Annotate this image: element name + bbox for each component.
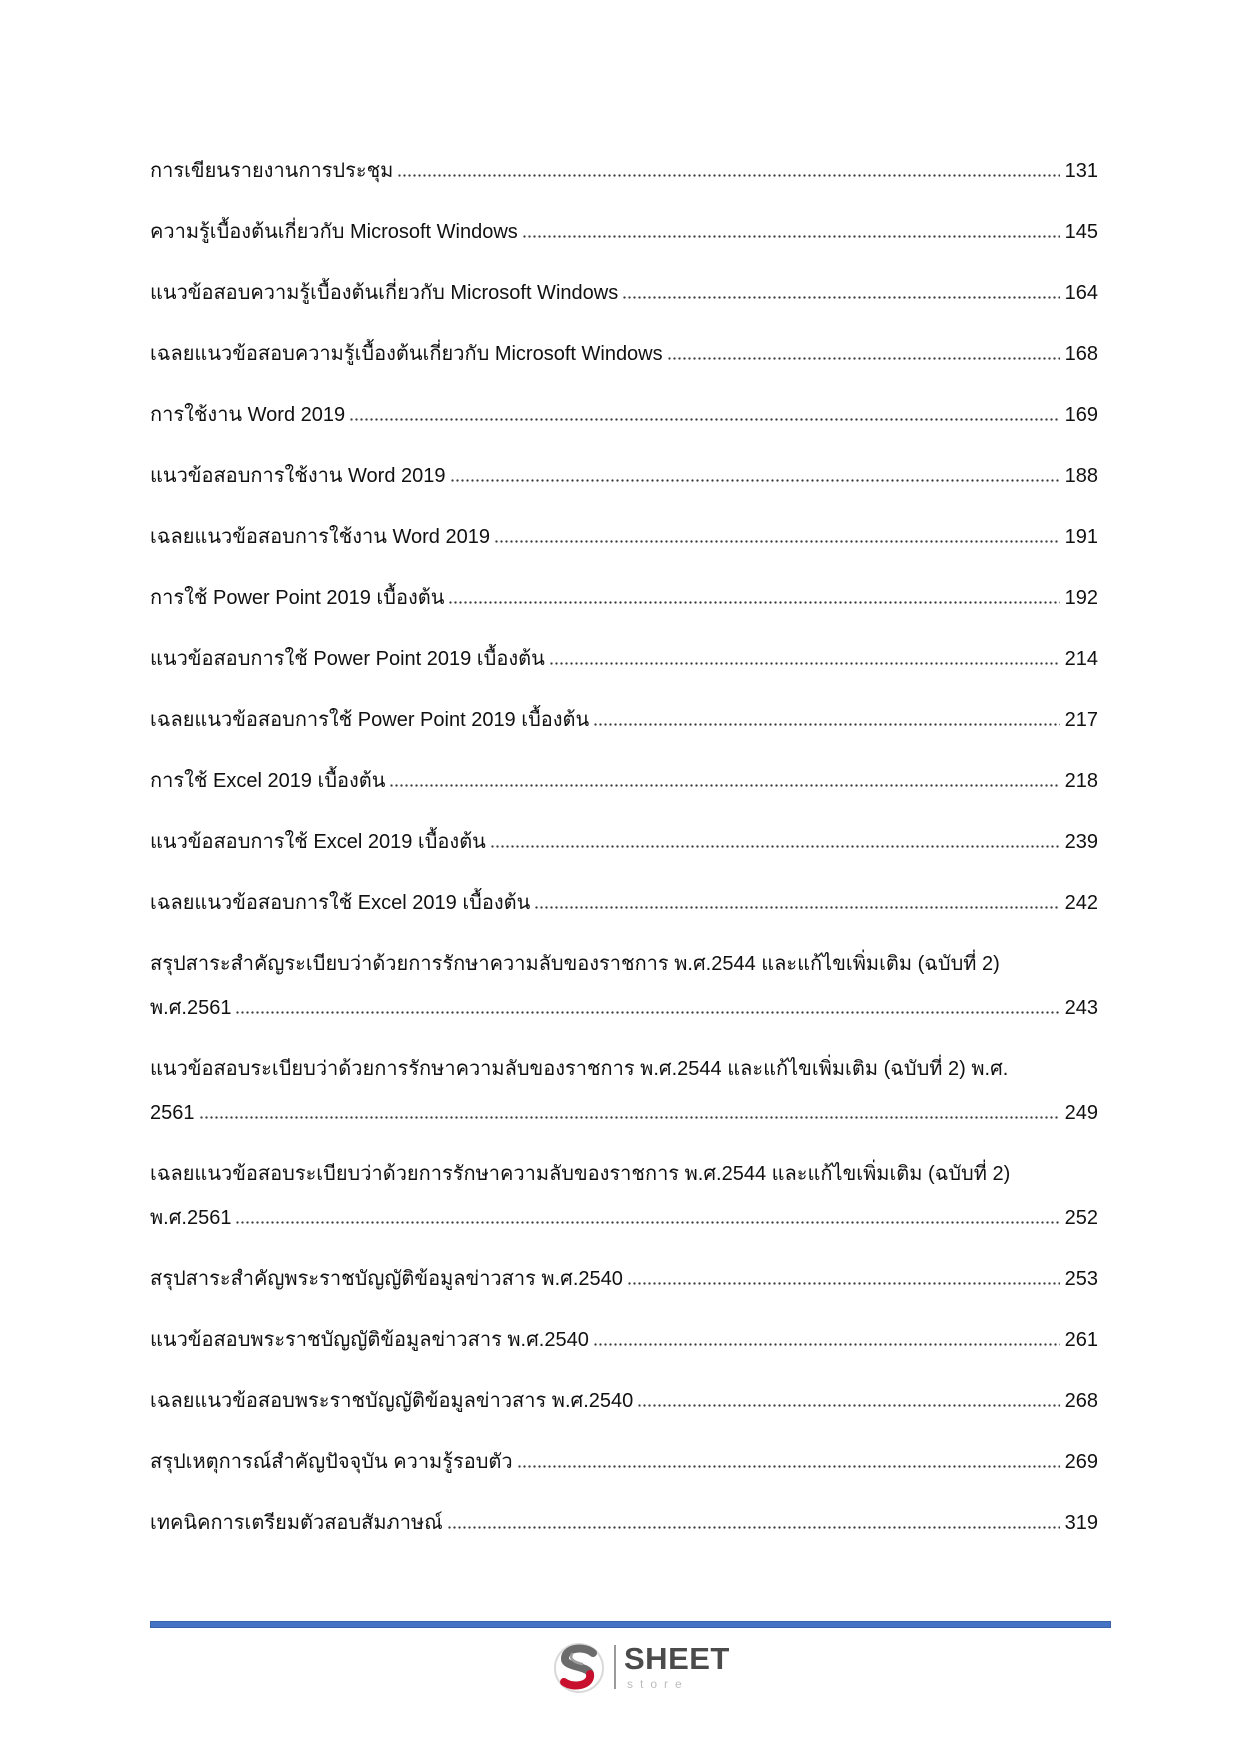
toc-entry-title: เฉลยแนวข้อสอบการใช้งาน Word 2019 [150,526,490,548]
toc-entry-title: เฉลยแนวข้อสอบการใช้ Excel 2019 เบื้องต้น [150,892,531,914]
toc-entry-page-number: 214 [1064,648,1098,670]
dot-leader [448,601,1059,604]
dot-leader [627,1282,1060,1285]
toc-entry-title: การใช้ Excel 2019 เบื้องต้น [150,770,386,792]
toc-entry-title: พ.ศ.2561 [150,997,232,1019]
toc-entry [150,454,1098,498]
toc-entry-title: การเขียนรายงานการประชุม [150,160,394,182]
toc-entry-line [150,1196,1098,1240]
toc-entry-line [150,1091,1098,1135]
toc-entry-page-number: 131 [1064,160,1098,182]
toc-entry-line [150,986,1098,1030]
toc-entry [150,576,1098,620]
toc-entry-page-number: 252 [1064,1207,1098,1229]
toc-entry-title: การใช้ Power Point 2019 เบื้องต้น [150,587,445,609]
dot-leader [622,296,1059,299]
toc-entry-line [150,1440,1098,1484]
toc-entry-page-number: 261 [1064,1329,1098,1351]
toc-entry-line [150,1318,1098,1362]
toc-entry-title-first-line: สรุปสาระสำคัญระเบียบว่าด้วยการรักษาความลับของราชการ พ.ศ.2544 และแก้ไขเพิ่มเติม (ฉบับที่ 2) [150,953,1000,975]
toc-entry-line [150,881,1098,925]
toc-entry-line [150,1379,1098,1423]
toc-entry-page-number: 191 [1064,526,1098,548]
toc-entry-title: แนวข้อสอบการใช้งาน Word 2019 [150,465,446,487]
dot-leader [549,662,1060,665]
dot-leader [593,723,1059,726]
toc-entry [150,1501,1098,1545]
toc-entry-title: เฉลยแนวข้อสอบความรู้เบื้องต้นเกี่ยวกับ Microsoft Windows [150,343,663,365]
toc-entry-line [150,454,1098,498]
toc-entry-line [150,332,1098,376]
toc-entry-page-number: 242 [1064,892,1098,914]
toc-entry-line [150,515,1098,559]
dot-leader [667,357,1060,360]
dot-leader [349,418,1060,421]
toc-entry-page-number: 168 [1064,343,1098,365]
toc-entry-title: แนวข้อสอบการใช้ Excel 2019 เบื้องต้น [150,831,486,853]
toc-entry [150,1318,1098,1362]
toc-entry [150,271,1098,315]
toc-entry-page-number: 192 [1064,587,1098,609]
dot-leader [235,1011,1059,1014]
toc-entry-title: ความรู้เบื้องต้นเกี่ยวกับ Microsoft Windows [150,221,518,243]
toc-entry-line [150,149,1098,193]
toc-entry-line [150,210,1098,254]
dot-leader [494,540,1060,543]
toc-entry-page-number: 253 [1064,1268,1098,1290]
dot-leader [517,1465,1060,1468]
toc-entry-title: เฉลยแนวข้อสอบพระราชบัญญัติข้อมูลข่าวสาร พ.ศ.2540 [150,1390,634,1412]
table-of-contents [150,149,1098,1562]
logo-divider [614,1645,616,1689]
toc-entry-title: สรุปเหตุการณ์สำคัญปัจจุบัน ความรู้รอบตัว [150,1451,513,1473]
toc-entry-title: แนวข้อสอบการใช้ Power Point 2019 เบื้องต้น [150,648,545,670]
toc-entry-wrapped [150,942,1098,1030]
toc-entry [150,515,1098,559]
toc-entry-page-number: 217 [1064,709,1098,731]
dot-leader [397,174,1059,177]
toc-entry-page-number: 218 [1064,770,1098,792]
toc-entry [150,820,1098,864]
toc-entry [150,698,1098,742]
toc-entry-page-number: 239 [1064,831,1098,853]
toc-entry [150,1379,1098,1423]
toc-entry-title: เฉลยแนวข้อสอบการใช้ Power Point 2019 เบื้องต้น [150,709,590,731]
toc-entry-page-number: 319 [1064,1512,1098,1534]
toc-entry-page-number: 164 [1064,282,1098,304]
toc-entry-title-first-line: แนวข้อสอบระเบียบว่าด้วยการรักษาความลับของราชการ พ.ศ.2544 และแก้ไขเพิ่มเติม (ฉบับที่ 2) พ.ศ. [150,1058,1009,1080]
toc-entry-line [150,576,1098,620]
toc-entry-title: สรุปสาระสำคัญพระราชบัญญัติข้อมูลข่าวสาร พ.ศ.2540 [150,1268,623,1290]
toc-entry-page-number: 243 [1064,997,1098,1019]
toc-entry-page-number: 145 [1064,221,1098,243]
dot-leader [490,845,1060,848]
toc-entry [150,881,1098,925]
dot-leader [447,1526,1060,1529]
toc-entry [150,149,1098,193]
dot-leader [534,906,1059,909]
toc-entry-title-first-line: เฉลยแนวข้อสอบระเบียบว่าด้วยการรักษาความลับของราชการ พ.ศ.2544 และแก้ไขเพิ่มเติม (ฉบับที่ 2) [150,1163,1011,1185]
toc-entry-page-number: 269 [1064,1451,1098,1473]
toc-entry-page-number: 268 [1064,1390,1098,1412]
dot-leader [235,1221,1059,1224]
toc-entry-page-number: 169 [1064,404,1098,426]
dot-leader [637,1404,1059,1407]
toc-entry-title: 2561 [150,1102,195,1124]
toc-entry-title: แนวข้อสอบพระราชบัญญัติข้อมูลข่าวสาร พ.ศ.2540 [150,1329,589,1351]
toc-entry-title: การใช้งาน Word 2019 [150,404,346,426]
toc-entry-title: แนวข้อสอบความรู้เบื้องต้นเกี่ยวกับ Microsoft Windows [150,282,619,304]
brand-name: SHEET [624,1641,730,1676]
toc-entry [150,1257,1098,1301]
toc-entry-line [150,820,1098,864]
toc-entry-line [150,759,1098,803]
toc-entry-line [150,698,1098,742]
toc-entry-line [150,1501,1098,1545]
toc-entry [150,332,1098,376]
dot-leader [199,1116,1060,1119]
dot-leader [593,1343,1060,1346]
toc-entry-title: เทคนิคการเตรียมตัวสอบสัมภาษณ์ [150,1512,443,1534]
toc-entry [150,1440,1098,1484]
toc-entry-page-number: 188 [1064,465,1098,487]
dot-leader [522,235,1060,238]
toc-entry [150,637,1098,681]
sheet-store-s-logo-icon [552,1641,606,1695]
toc-entry-line [150,271,1098,315]
toc-entry [150,393,1098,437]
toc-entry-wrapped [150,1152,1098,1240]
toc-entry-line [150,1257,1098,1301]
footer-divider-bar [150,1621,1111,1628]
toc-entry-line [150,637,1098,681]
toc-entry-line [150,393,1098,437]
brand-tagline: store [627,1677,689,1691]
toc-entry-page-number: 249 [1064,1102,1098,1124]
toc-entry [150,759,1098,803]
toc-entry-wrapped [150,1047,1098,1135]
dot-leader [389,784,1059,787]
dot-leader [450,479,1060,482]
toc-entry-title: พ.ศ.2561 [150,1207,232,1229]
toc-entry [150,210,1098,254]
